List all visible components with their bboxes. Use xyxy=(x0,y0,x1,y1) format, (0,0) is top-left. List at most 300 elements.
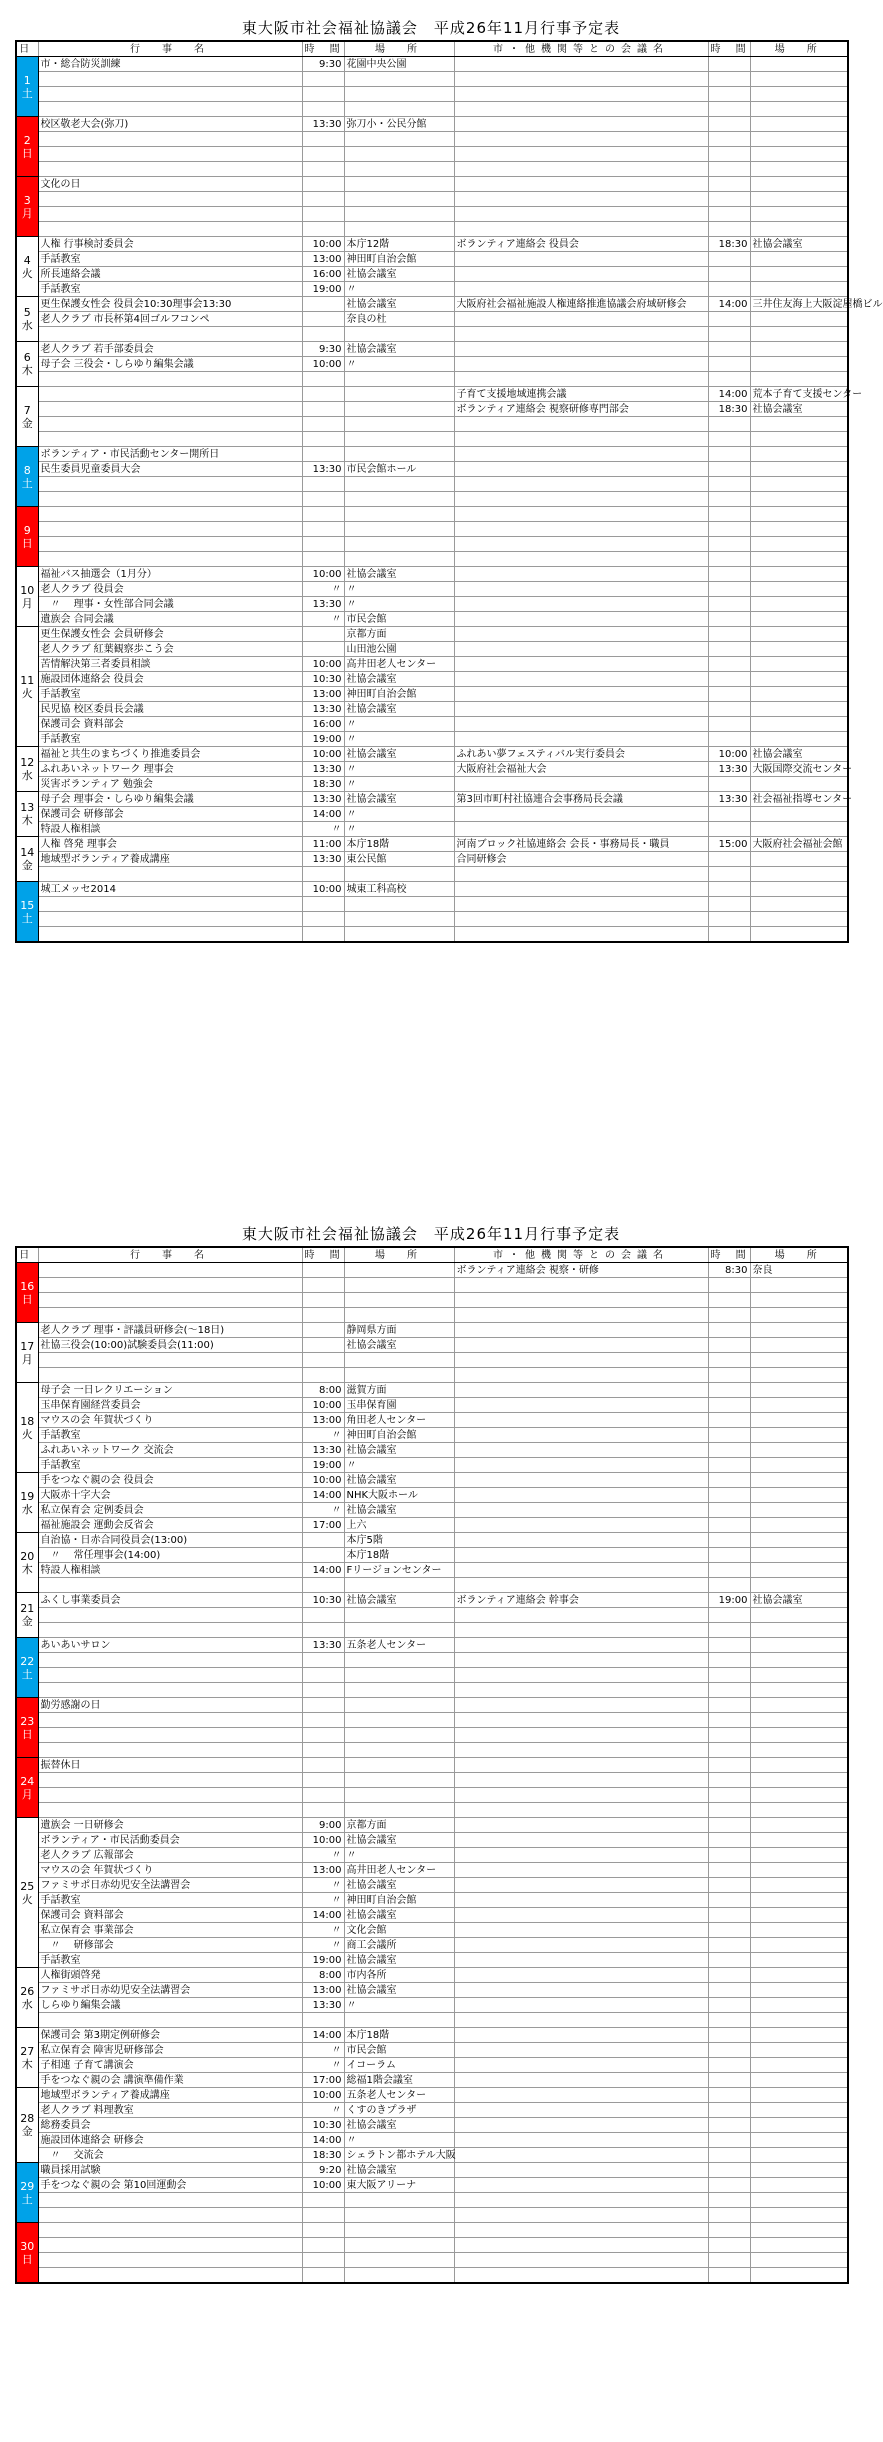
event-time: 8:00 xyxy=(302,1383,344,1398)
meeting-place xyxy=(750,1818,848,1833)
event-name xyxy=(38,507,302,522)
meeting-place xyxy=(750,1338,848,1353)
day-cell: 18 火 xyxy=(16,1383,38,1473)
event-place xyxy=(344,447,454,462)
event-place: 玉串保育園 xyxy=(344,1398,454,1413)
column-header-place2: 場 所 xyxy=(750,1247,848,1263)
event-time: 13:30 xyxy=(302,1638,344,1653)
event-time: 9:30 xyxy=(302,57,344,72)
table-row xyxy=(16,2088,848,2103)
meeting-place xyxy=(750,372,848,387)
page-title: 東大阪市社会福祉協議会 平成26年11月行事予定表 xyxy=(241,19,621,37)
table-row xyxy=(16,2058,848,2073)
meeting-time xyxy=(708,597,750,612)
schedule-table xyxy=(15,40,883,943)
meeting-place xyxy=(750,1488,848,1503)
event-place: 東大阪アリーナ xyxy=(344,2178,454,2193)
meeting-place xyxy=(750,2118,848,2133)
event-place: 城東工科高校 xyxy=(344,882,454,897)
table-row xyxy=(16,1608,848,1623)
meeting-time xyxy=(708,912,750,927)
table-row xyxy=(16,927,848,943)
event-place xyxy=(344,432,454,447)
table-row xyxy=(16,1368,848,1383)
meeting-place xyxy=(750,87,848,102)
meeting-name xyxy=(454,1638,708,1653)
table-row xyxy=(16,1683,848,1698)
event-place xyxy=(344,2208,454,2223)
meeting-time xyxy=(708,2028,750,2043)
table-row xyxy=(16,2028,848,2043)
event-place: 〃 xyxy=(344,597,454,612)
meeting-name xyxy=(454,1668,708,1683)
event-time xyxy=(302,162,344,177)
meeting-place xyxy=(750,1713,848,1728)
event-time: 19:00 xyxy=(302,732,344,747)
event-name: 地域型ボランティア養成講座 xyxy=(38,852,302,867)
meeting-place xyxy=(750,1668,848,1683)
event-name: 遺族会 合同会議 xyxy=(38,612,302,627)
event-time xyxy=(302,102,344,117)
event-name: ファミサポ日赤幼児安全法講習会 xyxy=(38,1878,302,1893)
meeting-name xyxy=(454,1728,708,1743)
event-time: 10:00 xyxy=(302,1398,344,1413)
table-row xyxy=(16,1308,848,1323)
meeting-name xyxy=(454,1293,708,1308)
event-name: しらゆり編集会議 xyxy=(38,1998,302,2013)
meeting-time: 19:00 xyxy=(708,1593,750,1608)
meeting-place: 荒本子育て支援センター xyxy=(750,387,848,402)
event-place: 高井田老人センター xyxy=(344,657,454,672)
meeting-place xyxy=(750,327,848,342)
event-time xyxy=(302,1548,344,1563)
event-name xyxy=(38,2208,302,2223)
meeting-name xyxy=(454,1968,708,1983)
table-row xyxy=(16,1398,848,1413)
event-time: 〃 xyxy=(302,1938,344,1953)
event-time xyxy=(302,147,344,162)
meeting-time xyxy=(708,897,750,912)
meeting-time xyxy=(708,1458,750,1473)
event-time: 10:00 xyxy=(302,747,344,762)
meeting-name xyxy=(454,627,708,642)
meeting-name xyxy=(454,447,708,462)
meeting-place xyxy=(750,132,848,147)
event-place xyxy=(344,1353,454,1368)
event-time xyxy=(302,1533,344,1548)
event-place: 社協会議室 xyxy=(344,1953,454,1968)
table-row xyxy=(16,1338,848,1353)
event-time: 10:00 xyxy=(302,882,344,897)
event-time: 13:30 xyxy=(302,852,344,867)
event-name xyxy=(38,522,302,537)
meeting-place xyxy=(750,1293,848,1308)
day-cell: 24 月 xyxy=(16,1758,38,1818)
meeting-time xyxy=(708,1893,750,1908)
event-name: 子相連 子育て講演会 xyxy=(38,2058,302,2073)
event-place xyxy=(344,132,454,147)
event-time: 13:30 xyxy=(302,702,344,717)
table-row xyxy=(16,1863,848,1878)
event-place xyxy=(344,2238,454,2253)
meeting-place xyxy=(750,1728,848,1743)
event-name xyxy=(38,102,302,117)
meeting-place xyxy=(750,1788,848,1803)
event-place xyxy=(344,1278,454,1293)
meeting-place: 社協会議室 xyxy=(750,237,848,252)
meeting-place xyxy=(750,927,848,943)
event-time xyxy=(302,2208,344,2223)
event-time: 〃 xyxy=(302,2043,344,2058)
meeting-time xyxy=(708,1923,750,1938)
meeting-place xyxy=(750,1398,848,1413)
day-cell: 7 金 xyxy=(16,387,38,447)
meeting-name xyxy=(454,102,708,117)
table-row xyxy=(16,1548,848,1563)
table-row xyxy=(16,1818,848,1833)
meeting-time xyxy=(708,2133,750,2148)
event-name xyxy=(38,1773,302,1788)
table-row xyxy=(16,1938,848,1953)
day-cell: 8 土 xyxy=(16,447,38,507)
event-name xyxy=(38,1653,302,1668)
event-name xyxy=(38,1368,302,1383)
event-time xyxy=(302,897,344,912)
event-name: 施設団体連絡会 役員会 xyxy=(38,672,302,687)
meeting-place xyxy=(750,1998,848,2013)
meeting-place xyxy=(750,642,848,657)
table-row xyxy=(16,57,848,72)
event-place: 京都方面 xyxy=(344,1818,454,1833)
event-place xyxy=(344,162,454,177)
event-place xyxy=(344,1653,454,1668)
event-name: 〃 常任理事会(14:00) xyxy=(38,1548,302,1563)
meeting-name xyxy=(454,1473,708,1488)
meeting-name xyxy=(454,867,708,882)
meeting-time xyxy=(708,1803,750,1818)
table-row xyxy=(16,2253,848,2268)
meeting-place xyxy=(750,222,848,237)
event-time: 10:30 xyxy=(302,672,344,687)
meeting-place xyxy=(750,1428,848,1443)
meeting-place xyxy=(750,72,848,87)
event-name: 手をつなぐ親の会 講演準備作業 xyxy=(38,2073,302,2088)
meeting-time xyxy=(708,2193,750,2208)
event-place: 奈良の杜 xyxy=(344,312,454,327)
meeting-time xyxy=(708,1743,750,1758)
table-row xyxy=(16,522,848,537)
meeting-place xyxy=(750,2088,848,2103)
meeting-name xyxy=(454,822,708,837)
meeting-name xyxy=(454,327,708,342)
event-place xyxy=(344,1773,454,1788)
table-row xyxy=(16,102,848,117)
meeting-place xyxy=(750,1833,848,1848)
event-time: 16:00 xyxy=(302,717,344,732)
event-place: 社協会議室 xyxy=(344,2163,454,2178)
event-place: 五条老人センター xyxy=(344,1638,454,1653)
meeting-time xyxy=(708,1533,750,1548)
event-place xyxy=(344,1623,454,1638)
meeting-place xyxy=(750,537,848,552)
event-place: 本庁18階 xyxy=(344,837,454,852)
table-row xyxy=(16,207,848,222)
meeting-name xyxy=(454,252,708,267)
meeting-place xyxy=(750,432,848,447)
meeting-name xyxy=(454,372,708,387)
table-row xyxy=(16,1788,848,1803)
event-place: 高井田老人センター xyxy=(344,1863,454,1878)
event-place: 五条老人センター xyxy=(344,2088,454,2103)
event-name: ファミサポ日赤幼児安全法講習会 xyxy=(38,1983,302,1998)
day-cell: 14 金 xyxy=(16,837,38,882)
event-time: 10:00 xyxy=(302,567,344,582)
meeting-time xyxy=(708,1428,750,1443)
meeting-place xyxy=(750,2223,848,2238)
table-row xyxy=(16,2193,848,2208)
meeting-name xyxy=(454,1443,708,1458)
meeting-time xyxy=(708,207,750,222)
meeting-place xyxy=(750,1563,848,1578)
meeting-time xyxy=(708,1728,750,1743)
event-time: 10:00 xyxy=(302,1833,344,1848)
event-name xyxy=(38,132,302,147)
event-place xyxy=(344,147,454,162)
event-name xyxy=(38,2253,302,2268)
meeting-time xyxy=(708,2238,750,2253)
event-name: 振替休日 xyxy=(38,1758,302,1773)
meeting-time: 18:30 xyxy=(708,402,750,417)
schedule-table xyxy=(15,1246,849,2284)
event-time xyxy=(302,1338,344,1353)
meeting-place xyxy=(750,417,848,432)
event-name: 特設人権相談 xyxy=(38,822,302,837)
event-time xyxy=(302,222,344,237)
event-name xyxy=(38,1728,302,1743)
event-name: 老人クラブ 広報部会 xyxy=(38,1848,302,1863)
event-place: 〃 xyxy=(344,777,454,792)
day-cell: 17 月 xyxy=(16,1323,38,1383)
meeting-name xyxy=(454,2043,708,2058)
day-cell: 5 水 xyxy=(16,297,38,342)
table-row xyxy=(16,2178,848,2193)
event-time xyxy=(302,1668,344,1683)
event-time: 19:00 xyxy=(302,1953,344,1968)
meeting-time xyxy=(708,327,750,342)
event-name: 老人クラブ 役員会 xyxy=(38,582,302,597)
meeting-place xyxy=(750,312,848,327)
event-time: 〃 xyxy=(302,1848,344,1863)
meeting-place xyxy=(750,2238,848,2253)
event-time xyxy=(302,177,344,192)
event-time xyxy=(302,72,344,87)
table-row xyxy=(16,1893,848,1908)
meeting-name xyxy=(454,1338,708,1353)
event-name: 勤労感謝の日 xyxy=(38,1698,302,1713)
meeting-place xyxy=(750,1503,848,1518)
meeting-name xyxy=(454,1623,708,1638)
event-time: 13:30 xyxy=(302,117,344,132)
event-time: 〃 xyxy=(302,1923,344,1938)
meeting-name xyxy=(454,492,708,507)
event-name: 施設団体連絡会 研修会 xyxy=(38,2133,302,2148)
event-time: 14:00 xyxy=(302,2133,344,2148)
event-name: 民児協 校区委員長会議 xyxy=(38,702,302,717)
event-name xyxy=(38,207,302,222)
event-time xyxy=(302,912,344,927)
event-name: 母子会 一日レクリエーション xyxy=(38,1383,302,1398)
meeting-place xyxy=(750,1653,848,1668)
meeting-time xyxy=(708,567,750,582)
event-time: 〃 xyxy=(302,822,344,837)
meeting-name xyxy=(454,897,708,912)
event-place: 社協会議室 xyxy=(344,792,454,807)
event-time: 13:30 xyxy=(302,792,344,807)
meeting-place xyxy=(750,2043,848,2058)
event-place: 神田町自治会館 xyxy=(344,1893,454,1908)
meeting-time xyxy=(708,57,750,72)
table-row xyxy=(16,702,848,717)
meeting-time xyxy=(708,1683,750,1698)
meeting-name xyxy=(454,522,708,537)
table-row xyxy=(16,567,848,582)
meeting-time xyxy=(708,252,750,267)
meeting-place xyxy=(750,1518,848,1533)
meeting-time xyxy=(708,687,750,702)
meeting-place xyxy=(750,2253,848,2268)
table-row xyxy=(16,1503,848,1518)
meeting-time: 15:00 xyxy=(708,837,750,852)
table-row xyxy=(16,717,848,732)
meeting-place xyxy=(750,1923,848,1938)
table-row xyxy=(16,1473,848,1488)
event-place: くすのきプラザ xyxy=(344,2103,454,2118)
event-name: 人権街頭啓発 xyxy=(38,1968,302,1983)
meeting-place: 三井住友海上大阪淀屋橋ビル xyxy=(750,297,848,312)
meeting-place xyxy=(750,867,848,882)
meeting-place xyxy=(750,852,848,867)
event-place: 社協会議室 xyxy=(344,702,454,717)
meeting-place xyxy=(750,597,848,612)
event-name xyxy=(38,2223,302,2238)
event-place: 社協会議室 xyxy=(344,267,454,282)
event-place: 市内各所 xyxy=(344,1968,454,1983)
event-place: 〃 xyxy=(344,582,454,597)
event-time: 10:00 xyxy=(302,2088,344,2103)
event-name: 〃 交流会 xyxy=(38,2148,302,2163)
meeting-name xyxy=(454,267,708,282)
meeting-time xyxy=(708,447,750,462)
event-name xyxy=(38,927,302,943)
table-row xyxy=(16,657,848,672)
meeting-place xyxy=(750,1458,848,1473)
meeting-place xyxy=(750,807,848,822)
meeting-time xyxy=(708,1863,750,1878)
event-name: 母子会 理事会・しらゆり編集会議 xyxy=(38,792,302,807)
meeting-time xyxy=(708,1623,750,1638)
meeting-time xyxy=(708,1278,750,1293)
table-row xyxy=(16,1773,848,1788)
event-time: 19:00 xyxy=(302,1458,344,1473)
event-place: 社協会議室 xyxy=(344,1878,454,1893)
table-row xyxy=(16,1878,848,1893)
meeting-name xyxy=(454,1548,708,1563)
event-place: 商工会議所 xyxy=(344,1938,454,1953)
day-cell: 30 日 xyxy=(16,2223,38,2284)
meeting-place xyxy=(750,1893,848,1908)
event-name: 人権 行事検討委員会 xyxy=(38,237,302,252)
event-place: 社協会議室 xyxy=(344,342,454,357)
meeting-name xyxy=(454,672,708,687)
meeting-name xyxy=(454,87,708,102)
event-place: 社協会議室 xyxy=(344,1443,454,1458)
table-row xyxy=(16,222,848,237)
day-cell: 23 日 xyxy=(16,1698,38,1758)
meeting-time xyxy=(708,1758,750,1773)
event-place: 〃 xyxy=(344,822,454,837)
meeting-place xyxy=(750,2178,848,2193)
event-time xyxy=(302,1788,344,1803)
event-time xyxy=(302,1578,344,1593)
event-time: 17:00 xyxy=(302,1518,344,1533)
table-row xyxy=(16,552,848,567)
meeting-time xyxy=(708,117,750,132)
event-name xyxy=(38,162,302,177)
meeting-time xyxy=(708,342,750,357)
day-cell: 6 木 xyxy=(16,342,38,387)
event-time: 10:00 xyxy=(302,2178,344,2193)
event-name: ふれあいネットワーク 交流会 xyxy=(38,1443,302,1458)
table-row xyxy=(16,732,848,747)
meeting-time xyxy=(708,1353,750,1368)
meeting-name xyxy=(454,1533,708,1548)
event-name: 自治協・日赤合同役員会(13:00) xyxy=(38,1533,302,1548)
event-place xyxy=(344,2268,454,2284)
event-place: 本庁18階 xyxy=(344,2028,454,2043)
meeting-place xyxy=(750,777,848,792)
meeting-place xyxy=(750,2103,848,2118)
table-row xyxy=(16,822,848,837)
event-place: 社協会議室 xyxy=(344,1908,454,1923)
column-header-place: 場 所 xyxy=(344,1247,454,1263)
event-place: 社協会議室 xyxy=(344,2118,454,2133)
meeting-time: 13:30 xyxy=(708,792,750,807)
column-header-place: 場 所 xyxy=(344,41,454,57)
meeting-time xyxy=(708,612,750,627)
meeting-name xyxy=(454,192,708,207)
meeting-time xyxy=(708,702,750,717)
meeting-name xyxy=(454,357,708,372)
meeting-place xyxy=(750,2058,848,2073)
table-row xyxy=(16,912,848,927)
event-time xyxy=(302,2013,344,2028)
meeting-time xyxy=(708,582,750,597)
meeting-name: ボランティア連絡会 役員会 xyxy=(454,237,708,252)
table-row xyxy=(16,1848,848,1863)
column-header-event: 行 事 名 xyxy=(38,1247,302,1263)
event-place xyxy=(344,2193,454,2208)
event-name: 私立保育会 定例委員会 xyxy=(38,1503,302,1518)
meeting-place xyxy=(750,552,848,567)
meeting-place xyxy=(750,1908,848,1923)
event-place xyxy=(344,327,454,342)
event-name: 手をつなぐ親の会 第10回運動会 xyxy=(38,2178,302,2193)
meeting-time xyxy=(708,357,750,372)
table-row xyxy=(16,792,848,807)
meeting-place xyxy=(750,1743,848,1758)
meeting-name xyxy=(454,1383,708,1398)
event-place: イコーラム xyxy=(344,2058,454,2073)
